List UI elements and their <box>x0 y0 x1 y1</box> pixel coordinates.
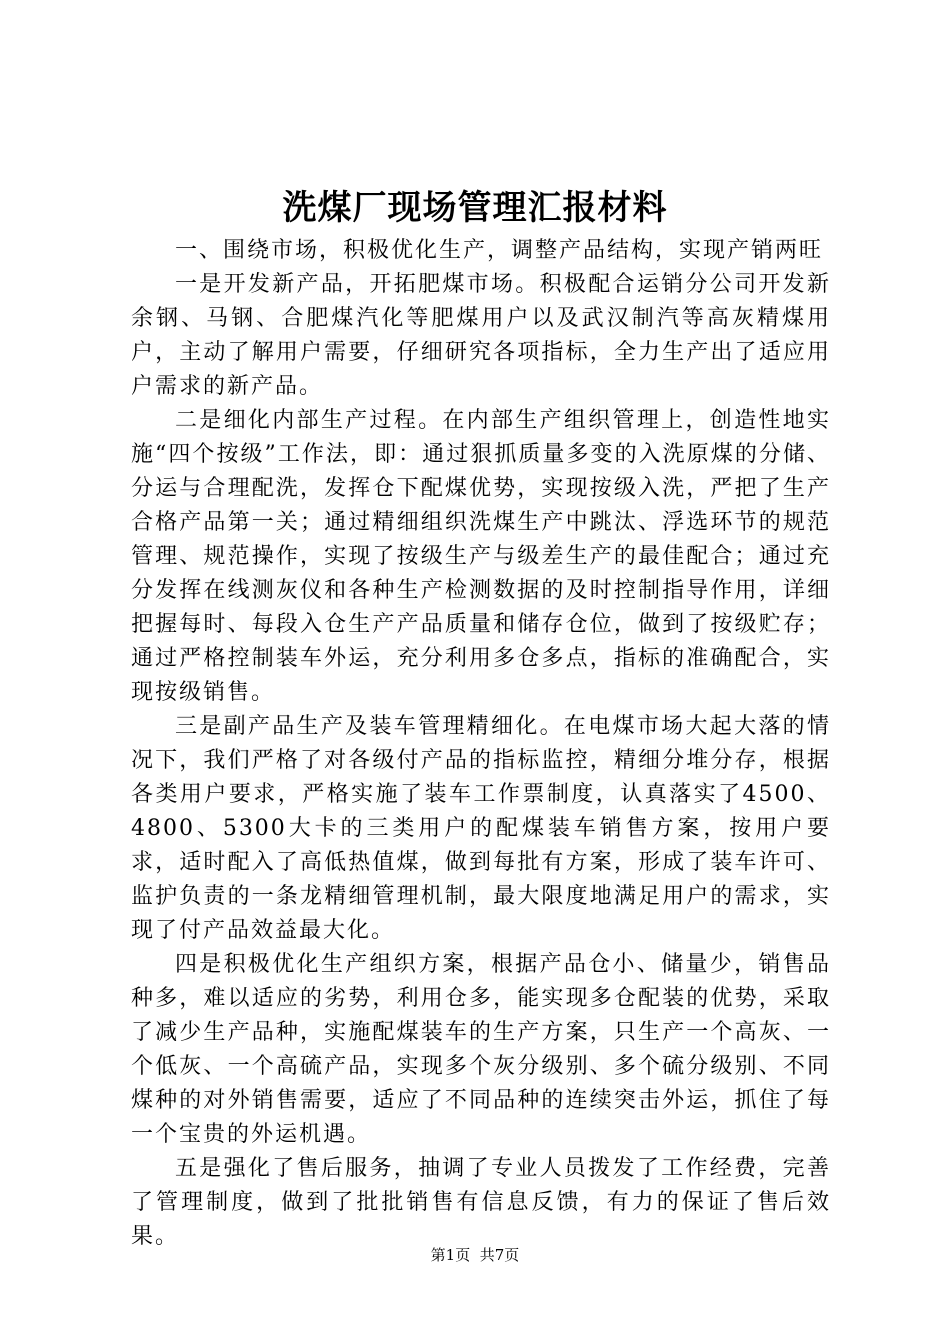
page-number-total: 共7页 <box>479 1246 520 1264</box>
paragraph-4: 四是积极优化生产组织方案，根据产品仓小、储量少，销售品种多，难以适应的劣势，利用仓多，能实现多仓配装的优势，采取了减少生产品种，实施配煤装车的生产方案，只生产一个高灰、一个低灰、一个高硫产品，实现多个灰分级别、多个硫分级别、不同煤种的对外销售需要，适应了不同品种的连续突击外运，抓住了每一个宝贵的外运机遇。 <box>131 952 831 1147</box>
document-body <box>131 234 831 1254</box>
paragraph-2: 二是细化内部生产过程。在内部生产组织管理上，创造性地实施“四个按级”工作法，即：通过狠抓质量多变的入洗原煤的分储、分运与合理配洗，发挥仓下配煤优势，实现按级入洗，严把了生产合格产品第一关；通过精细组织洗煤生产中跳汰、浮选环节的规范管理、规范操作，实现了按级生产与级差生产的最佳配合；通过充分发挥在线测灰仪和各种生产检测数据的及时控制指导作用，详细把握每时、每段入仓生产产品质量和储存仓位，做到了按级贮存；通过严格控制装车外运，充分利用多仓多点，指标的准确配合，实现按级销售。 <box>131 408 831 705</box>
page-number-current: 第1页 <box>430 1246 471 1264</box>
page-footer <box>0 1244 950 1266</box>
paragraph-1: 一是开发新产品，开拓肥煤市场。积极配合运销分公司开发新余钢、马钢、合肥煤汽化等肥煤用户以及武汉制汽等高灰精煤用户，主动了解用户需要，仔细研究各项指标，全力生产出了适应用户需求的新产品。 <box>131 272 831 399</box>
document-title: 洗煤厂现场管理汇报材料 <box>282 188 668 228</box>
paragraph-3: 三是副产品生产及装车管理精细化。在电煤市场大起大落的情况下，我们严格了对各级付产品的指标监控，精细分堆分存，根据各类用户要求，严格实施了装车工作票制度，认真落实了4500、4800、5300大卡的三类用户的配煤装车销售方案，按用户要求，适时配入了高低热值煤，做到每批有方案，形成了装车许可、监护负责的一条龙精细管理机制，最大限度地满足用户的需求，实现了付产品效益最大化。 <box>131 714 831 943</box>
section-heading-1: 一、围绕市场，积极优化生产，调整产品结构，实现产销两旺 <box>175 238 824 263</box>
paragraph-5: 五是强化了售后服务，抽调了专业人员拨发了工作经费，完善了管理制度，做到了批批销售有信息反馈，有力的保证了售后效果。 <box>131 1156 831 1249</box>
